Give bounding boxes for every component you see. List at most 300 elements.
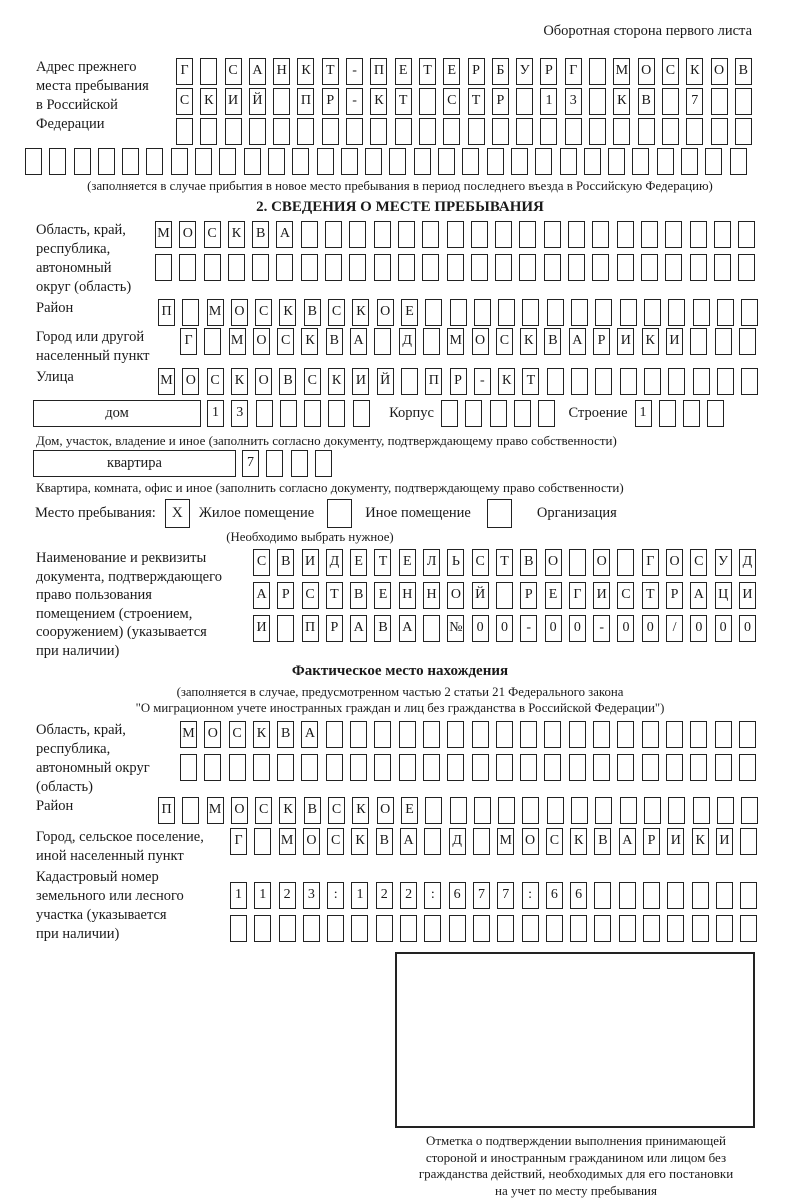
cadastre-label	[36, 868, 230, 944]
note-line: "О миграционном учете иностранных граждан и лиц без гражданства в Российской Федерации")	[0, 700, 800, 716]
char-cell: К	[279, 797, 296, 824]
char-cell	[666, 721, 683, 748]
document-row	[0, 549, 800, 660]
char-cell: 2	[376, 882, 393, 909]
char-cell: М	[207, 299, 224, 326]
char-cell	[419, 118, 436, 145]
prev-address-label	[36, 58, 176, 134]
char-cell	[522, 299, 539, 326]
house-label-box: дом	[33, 400, 201, 427]
char-cell	[641, 221, 658, 248]
char-cell	[350, 721, 367, 748]
char-cell	[273, 88, 290, 115]
char-grid-row	[253, 582, 763, 609]
char-cell	[98, 148, 115, 175]
char-cell: Д	[326, 549, 343, 576]
char-cell: С	[327, 828, 344, 855]
char-cell	[297, 118, 314, 145]
char-cell	[322, 118, 339, 145]
char-cell: В	[304, 299, 321, 326]
char-cell: :	[424, 882, 441, 909]
char-cell: :	[327, 882, 344, 909]
korpus-cells	[441, 400, 562, 427]
char-cell	[230, 915, 247, 942]
char-cell: О	[711, 58, 728, 85]
char-cell	[692, 882, 709, 909]
char-cell	[495, 221, 512, 248]
char-cell: К	[520, 328, 537, 355]
char-cell	[423, 328, 440, 355]
char-cell	[711, 118, 728, 145]
actual-city-row	[0, 828, 800, 866]
char-grid-row	[230, 828, 765, 855]
char-cell	[522, 797, 539, 824]
char-cell: В	[376, 828, 393, 855]
char-cell	[399, 754, 416, 781]
char-cell	[146, 148, 163, 175]
char-cell	[715, 328, 732, 355]
char-cell: В	[594, 828, 611, 855]
char-cell	[632, 148, 649, 175]
char-cell	[450, 797, 467, 824]
char-cell	[473, 915, 490, 942]
char-cell: К	[253, 721, 270, 748]
char-grid-row	[253, 549, 763, 576]
char-cell: С	[328, 299, 345, 326]
char-cell	[474, 797, 491, 824]
char-cell: О	[179, 221, 196, 248]
char-cell: Р	[326, 615, 343, 642]
char-cell: С	[176, 88, 193, 115]
char-cell	[643, 915, 660, 942]
char-cell: С	[225, 58, 242, 85]
char-cell	[425, 797, 442, 824]
char-cell: А	[619, 828, 636, 855]
char-cell: Р	[468, 58, 485, 85]
char-cell: В	[350, 582, 367, 609]
char-cell: Р	[322, 88, 339, 115]
char-cell	[465, 400, 482, 427]
char-cell	[447, 254, 464, 281]
label-line: земельного или лесного	[36, 887, 230, 906]
char-cell: П	[158, 299, 175, 326]
char-cell: В	[544, 328, 561, 355]
char-cell	[690, 328, 707, 355]
char-cell: :	[522, 882, 539, 909]
char-cell	[414, 148, 431, 175]
char-cell	[496, 721, 513, 748]
korpus-label: Корпус	[389, 400, 434, 427]
char-cell	[346, 118, 363, 145]
char-cell: Т	[374, 549, 391, 576]
char-cell	[568, 221, 585, 248]
char-cell: И	[593, 582, 610, 609]
label-line: Федерации	[36, 115, 176, 134]
char-cell	[252, 254, 269, 281]
char-cell: И	[739, 582, 756, 609]
char-cell	[122, 148, 139, 175]
char-cell: К	[231, 368, 248, 395]
char-cell: С	[302, 582, 319, 609]
char-cell: 1	[540, 88, 557, 115]
char-cell	[741, 368, 758, 395]
char-cell	[315, 450, 332, 477]
char-cell	[617, 221, 634, 248]
caption-line: стороной и иностранным гражданином или лицом без	[388, 1150, 764, 1167]
char-cell	[740, 828, 757, 855]
label-line: иной населенный пункт	[36, 847, 230, 866]
city-row	[0, 328, 800, 366]
char-cell	[204, 254, 221, 281]
char-cell: С	[277, 328, 294, 355]
char-cell: Т	[642, 582, 659, 609]
char-cell: Г	[230, 828, 247, 855]
label-line: участка (указывается	[36, 906, 230, 925]
char-cell	[351, 915, 368, 942]
char-cell	[472, 721, 489, 748]
char-cell	[389, 148, 406, 175]
char-cell	[487, 148, 504, 175]
label-line: Город, сельское поселение,	[36, 828, 230, 847]
char-cell	[256, 400, 273, 427]
char-cell	[268, 148, 285, 175]
char-cell: 1	[230, 882, 247, 909]
char-cell	[225, 118, 242, 145]
label-line: при наличии)	[36, 642, 253, 661]
char-cell	[741, 299, 758, 326]
char-cell	[547, 368, 564, 395]
char-cell: А	[249, 58, 266, 85]
char-cell	[180, 754, 197, 781]
char-cell	[277, 754, 294, 781]
char-cell	[692, 915, 709, 942]
char-cell	[739, 754, 756, 781]
char-cell: 0	[496, 615, 513, 642]
char-cell	[667, 882, 684, 909]
actual-district-label: Район	[36, 797, 158, 816]
char-cell	[276, 254, 293, 281]
char-cell	[715, 721, 732, 748]
char-cell	[182, 797, 199, 824]
char-cell	[641, 254, 658, 281]
char-cell	[619, 915, 636, 942]
char-cell: О	[447, 582, 464, 609]
char-cell: 0	[739, 615, 756, 642]
char-cell: К	[692, 828, 709, 855]
label-line: при наличии)	[36, 925, 230, 944]
char-cell: 3	[303, 882, 320, 909]
char-cell: Н	[423, 582, 440, 609]
char-cell: 2	[279, 882, 296, 909]
char-cell	[495, 254, 512, 281]
char-cell: 6	[546, 882, 563, 909]
char-cell: М	[158, 368, 175, 395]
char-cell: Н	[273, 58, 290, 85]
char-cell: Д	[399, 328, 416, 355]
char-cell	[204, 328, 221, 355]
label-line: Кадастровый номер	[36, 868, 230, 887]
char-cell	[25, 148, 42, 175]
char-cell: Т	[322, 58, 339, 85]
char-cell	[693, 797, 710, 824]
char-cell	[589, 118, 606, 145]
char-cell: О	[255, 368, 272, 395]
char-cell	[589, 88, 606, 115]
char-cell	[350, 754, 367, 781]
char-cell: Е	[443, 58, 460, 85]
char-cell	[617, 721, 634, 748]
char-cell	[49, 148, 66, 175]
char-cell	[462, 148, 479, 175]
char-grid-row	[180, 328, 763, 355]
char-cell: О	[253, 328, 270, 355]
char-cell	[516, 118, 533, 145]
char-cell: И	[667, 828, 684, 855]
char-cell: М	[207, 797, 224, 824]
char-cell: С	[443, 88, 460, 115]
char-cell	[693, 368, 710, 395]
char-cell	[514, 400, 531, 427]
char-cell	[471, 254, 488, 281]
char-cell	[424, 915, 441, 942]
district-row	[0, 299, 800, 326]
char-cell	[571, 299, 588, 326]
char-cell: Р	[593, 328, 610, 355]
char-cell	[638, 118, 655, 145]
char-cell: Е	[350, 549, 367, 576]
char-cell: И	[352, 368, 369, 395]
stay-type-option-label: Организация	[537, 505, 617, 522]
char-cell: С	[496, 328, 513, 355]
char-cell	[594, 882, 611, 909]
char-cell: Й	[472, 582, 489, 609]
char-cell	[644, 797, 661, 824]
char-cell: М	[229, 328, 246, 355]
char-cell	[376, 915, 393, 942]
char-cell: Т	[326, 582, 343, 609]
char-cell: К	[352, 299, 369, 326]
char-cell	[668, 797, 685, 824]
char-cell	[228, 254, 245, 281]
char-cell	[730, 148, 747, 175]
char-grid-row	[230, 915, 765, 942]
char-cell	[717, 797, 734, 824]
char-cell: О	[593, 549, 610, 576]
char-cell	[325, 221, 342, 248]
char-cell: А	[350, 328, 367, 355]
char-cell: К	[370, 88, 387, 115]
char-cell: С	[204, 221, 221, 248]
label-line: Наименование и реквизиты	[36, 549, 253, 568]
actual-location-note	[0, 684, 800, 716]
char-cell	[665, 221, 682, 248]
char-cell	[560, 148, 577, 175]
char-cell: М	[613, 58, 630, 85]
char-cell	[535, 148, 552, 175]
char-cell: В	[277, 721, 294, 748]
char-cell	[593, 721, 610, 748]
char-cell	[179, 254, 196, 281]
char-cell: Е	[399, 549, 416, 576]
char-cell: О	[204, 721, 221, 748]
char-cell	[642, 721, 659, 748]
char-cell	[398, 254, 415, 281]
char-cell: /	[666, 615, 683, 642]
char-cell	[395, 118, 412, 145]
section-2-header: 2. СВЕДЕНИЯ О МЕСТЕ ПРЕБЫВАНИЯ	[0, 198, 800, 216]
char-cell: О	[545, 549, 562, 576]
char-cell: М	[447, 328, 464, 355]
char-cell: С	[328, 797, 345, 824]
char-cell	[739, 721, 756, 748]
char-cell	[171, 148, 188, 175]
label-line: республика,	[36, 740, 180, 759]
char-cell	[449, 915, 466, 942]
char-cell: Е	[401, 299, 418, 326]
char-cell: С	[255, 299, 272, 326]
char-cell	[735, 118, 752, 145]
char-grid-row	[158, 299, 765, 326]
char-cell	[471, 221, 488, 248]
char-cell	[277, 615, 294, 642]
char-cell	[705, 148, 722, 175]
char-cell	[219, 148, 236, 175]
char-cell	[593, 754, 610, 781]
char-cell: С	[207, 368, 224, 395]
char-grid-row	[158, 797, 765, 824]
char-cell: О	[231, 797, 248, 824]
char-cell	[438, 148, 455, 175]
char-cell: А	[400, 828, 417, 855]
char-cell	[544, 221, 561, 248]
char-cell: О	[638, 58, 655, 85]
apartment-note: Квартира, комната, офис и иное (заполнить согласно документу, подтверждающему право собственности)	[0, 480, 800, 495]
char-cell: К	[200, 88, 217, 115]
actual-region-label	[36, 721, 180, 797]
char-cell	[520, 721, 537, 748]
char-cell: К	[352, 797, 369, 824]
char-grid-row	[230, 882, 765, 909]
stroenie-cells	[635, 400, 732, 427]
cadastre-grid	[230, 882, 765, 948]
char-cell: 0	[545, 615, 562, 642]
char-grid-row	[155, 221, 762, 248]
char-cell: 1	[254, 882, 271, 909]
char-cell: Ь	[447, 549, 464, 576]
char-cell	[326, 721, 343, 748]
actual-region-row	[0, 721, 800, 797]
char-cell	[443, 118, 460, 145]
char-cell: Р	[666, 582, 683, 609]
char-cell: Г	[569, 582, 586, 609]
char-cell	[617, 754, 634, 781]
stay-type-row	[0, 499, 800, 528]
char-cell	[568, 254, 585, 281]
char-cell	[496, 582, 513, 609]
char-cell	[735, 88, 752, 115]
char-cell: М	[279, 828, 296, 855]
char-grid-row	[253, 615, 763, 642]
char-cell: П	[302, 615, 319, 642]
char-cell	[474, 299, 491, 326]
stamp-caption	[388, 1133, 764, 1199]
char-cell: 0	[617, 615, 634, 642]
char-cell	[374, 221, 391, 248]
char-cell: А	[399, 615, 416, 642]
region-row	[0, 221, 800, 297]
char-cell: А	[690, 582, 707, 609]
char-cell	[666, 754, 683, 781]
char-cell	[644, 368, 661, 395]
char-cell	[717, 299, 734, 326]
char-cell	[450, 299, 467, 326]
char-cell	[327, 915, 344, 942]
char-cell: -	[346, 58, 363, 85]
actual-region-grid	[180, 721, 763, 787]
char-grid-row	[158, 368, 765, 395]
char-cell	[547, 797, 564, 824]
char-cell	[447, 754, 464, 781]
char-cell: Б	[492, 58, 509, 85]
char-cell	[468, 118, 485, 145]
char-cell	[519, 254, 536, 281]
char-cell: Р	[540, 58, 557, 85]
char-cell	[571, 797, 588, 824]
char-cell: Й	[249, 88, 266, 115]
char-cell: 6	[449, 882, 466, 909]
char-cell: Г	[180, 328, 197, 355]
char-grid-row	[180, 754, 763, 781]
label-line: Область, край,	[36, 721, 180, 740]
char-cell: К	[297, 58, 314, 85]
char-cell: С	[255, 797, 272, 824]
char-cell	[644, 299, 661, 326]
char-cell: -	[520, 615, 537, 642]
char-cell	[715, 754, 732, 781]
district-label: Район	[36, 299, 158, 318]
char-cell: С	[546, 828, 563, 855]
char-cell: О	[303, 828, 320, 855]
char-cell	[422, 221, 439, 248]
char-cell	[374, 254, 391, 281]
char-cell: 0	[569, 615, 586, 642]
char-cell	[492, 118, 509, 145]
char-cell	[571, 368, 588, 395]
char-cell	[544, 254, 561, 281]
char-cell	[292, 148, 309, 175]
char-cell: 6	[570, 882, 587, 909]
street-row	[0, 368, 800, 395]
char-cell	[447, 721, 464, 748]
label-line: автономный	[36, 259, 155, 278]
char-cell	[707, 400, 724, 427]
char-cell	[714, 221, 731, 248]
char-cell	[592, 254, 609, 281]
char-cell: Т	[496, 549, 513, 576]
char-cell: К	[301, 328, 318, 355]
char-cell	[301, 221, 318, 248]
char-cell	[546, 915, 563, 942]
region-label	[36, 221, 155, 297]
char-cell	[620, 299, 637, 326]
stay-type-note: (Необходимо выбрать нужное)	[0, 530, 620, 544]
char-cell	[690, 221, 707, 248]
char-cell: С	[253, 549, 270, 576]
char-cell: Р	[492, 88, 509, 115]
char-cell: 7	[242, 450, 259, 477]
char-cell: К	[613, 88, 630, 115]
char-cell	[716, 882, 733, 909]
